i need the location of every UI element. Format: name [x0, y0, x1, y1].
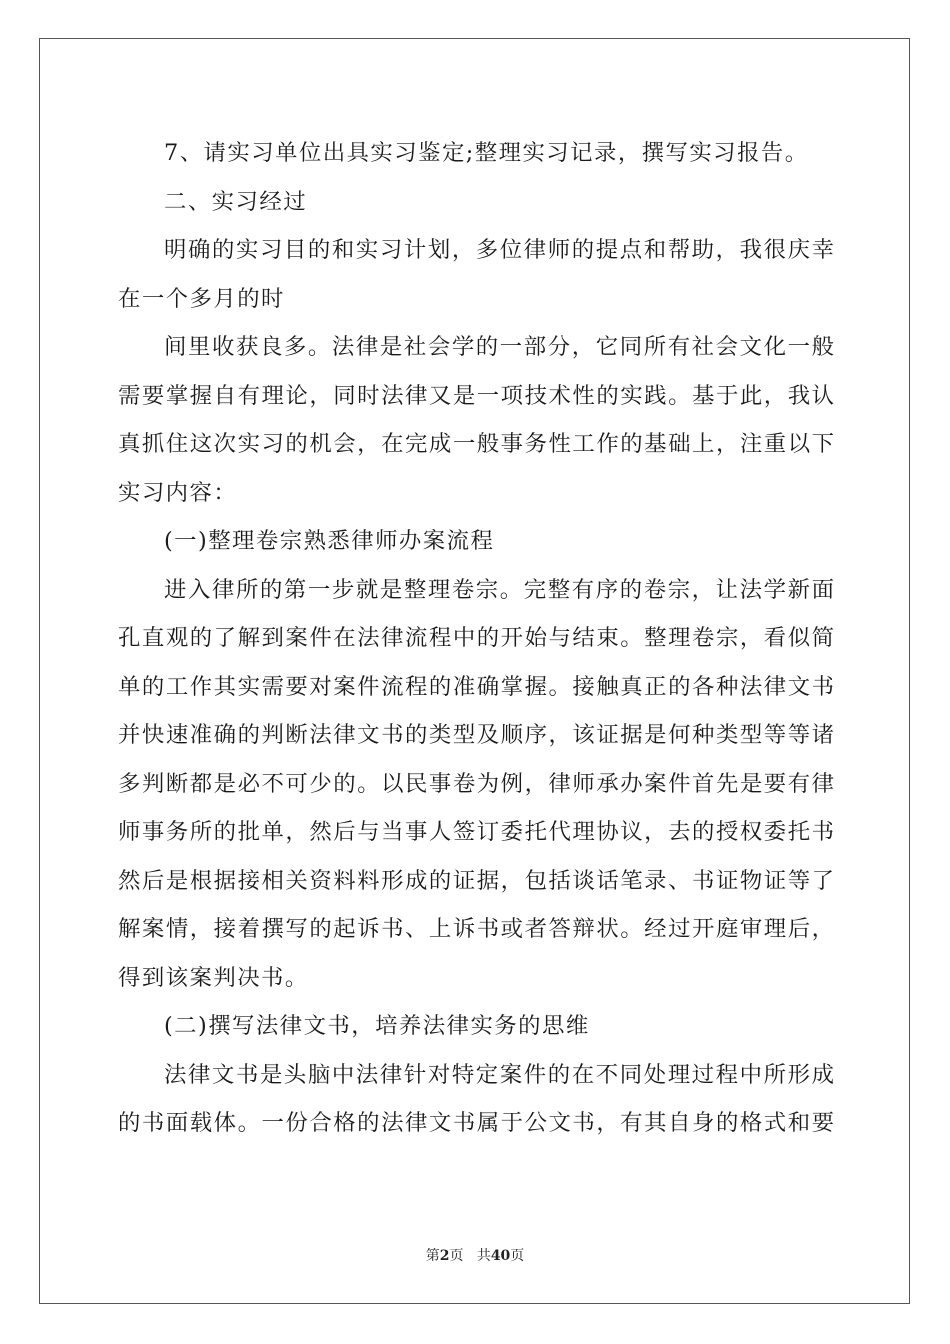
text-line: 明确的实习目的和实习计划，多位律师的提点和帮助，我很庆幸	[164, 237, 834, 263]
footer-prefix: 第	[425, 1248, 440, 1264]
text-line: 然后是根据接相关资料料形成的证据，包括谈话笔录、书证物证等了	[118, 867, 834, 894]
footer-total-suffix: 页	[510, 1248, 525, 1264]
text-line: 解案情，接着撰写的起诉书、上诉书或者答辩状。经过开庭审理后，	[118, 916, 834, 942]
text-line: 真抓住这次实习的机会，在完成一般事务性工作的基础上，注重以下	[118, 431, 834, 457]
text-line: 孔直观的了解到案件在法律流程中的开始与结束。整理卷宗，看似简	[118, 625, 834, 651]
text-line: 单的工作其实需要对案件流程的准确掌握。接触真正的各种法律文书	[118, 673, 834, 700]
text-line: 二、实习经过	[164, 188, 308, 215]
text-line: (一)整理卷宗熟悉律师办案流程	[164, 528, 495, 554]
document-body	[118, 129, 834, 1148]
text-line: 得到该案判决书。	[118, 964, 309, 991]
text-line: 师事务所的批单，然后与当事人签订委托代理协议，去的授权委托书	[118, 819, 834, 845]
footer-total-pages: 40	[490, 1248, 511, 1264]
text-line: (二)撰写法律文书，培养法律实务的思维	[164, 1013, 590, 1039]
text-line: 多判断都是必不可少的。以民事卷为例，律师承办案件首先是要有律	[118, 770, 834, 797]
footer-page-suffix: 页	[449, 1248, 464, 1264]
text-line: 7、请实习单位出具实习鉴定;整理实习记录，撰写实习报告。	[164, 140, 809, 166]
text-line: 在一个多月的时	[118, 285, 285, 312]
text-line: 法律文书是头脑中法律针对特定案件的在不同处理过程中所形成	[164, 1061, 834, 1088]
text-line: 实习内容：	[118, 479, 238, 506]
text-line: 的书面载体。一份合格的法律文书属于公文书，有其自身的格式和要	[118, 1110, 834, 1136]
footer-total-prefix: 共	[476, 1248, 491, 1264]
footer-page-number: 2	[439, 1248, 450, 1264]
text-line: 并快速准确的判断法律文书的类型及顺序，该证据是何种类型等等诸	[118, 722, 834, 748]
text-line: 间里收获良多。法律是社会学的一部分，它同所有社会文化一般	[164, 334, 834, 360]
text-line: 进入律所的第一步就是整理卷宗。完整有序的卷宗，让法学新面	[164, 576, 834, 603]
page-footer	[0, 1245, 950, 1265]
text-line: 需要掌握自有理论，同时法律又是一项技术性的实践。基于此，我认	[118, 382, 834, 409]
